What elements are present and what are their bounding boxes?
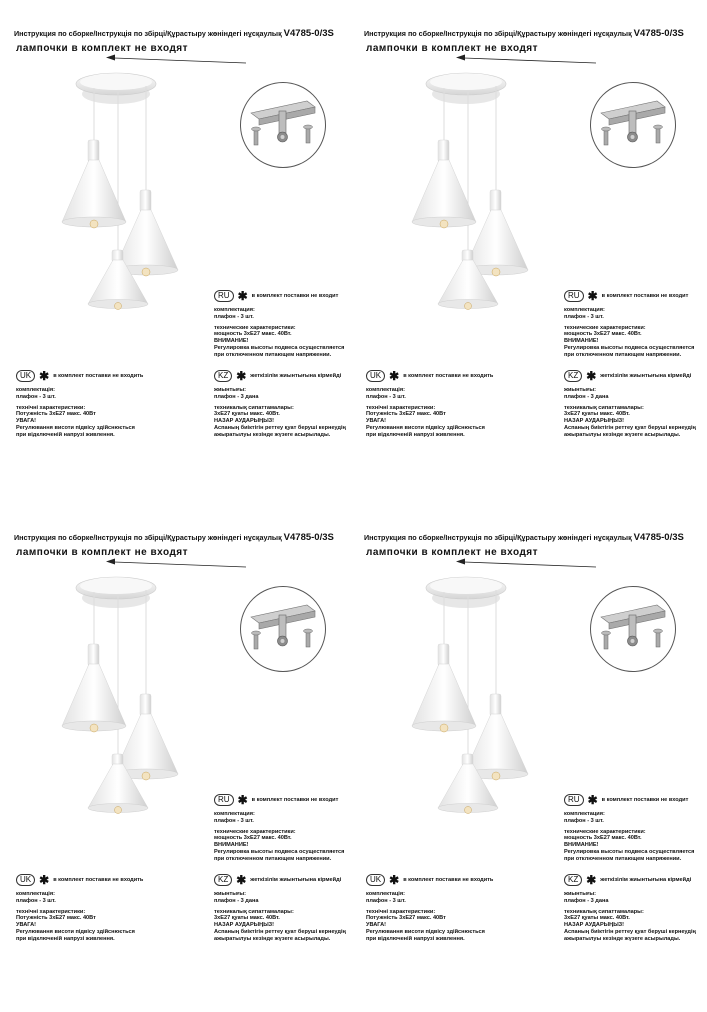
kz-not-included-note: жеткізілім жиынтығына кірмейді	[600, 372, 692, 379]
kz-warning-line-1: Аспаның биіктігін реттеу қуат беруші кернеудің	[564, 424, 696, 431]
uk-language-badge: UK	[16, 874, 35, 886]
uk-warning-line-2: при відключеній напрузі живлення.	[366, 431, 465, 438]
ru-warning-line-1: Регулировка высоты подвеса осуществляется	[214, 344, 345, 351]
ru-section	[564, 290, 694, 359]
ru-contents-label: комплектация:	[214, 307, 255, 313]
kz-contents-label: жиынтығы:	[214, 387, 247, 393]
uk-not-included-note: в комплект поставки не входить	[53, 372, 144, 379]
kz-specs-label: техникалық сипаттамалары:	[564, 908, 644, 915]
uk-warning-label: УВАГА!	[366, 922, 387, 929]
ru-specs-label: технические характеристики:	[564, 324, 646, 331]
uk-section	[16, 874, 143, 943]
mounting-kit-circle	[590, 586, 676, 672]
title-text: Инструкция по сборке/Інструкція по збірці/Құрастыру жөніндегі нұсқаулық	[14, 533, 282, 542]
screw-icon	[601, 125, 611, 147]
kz-warning-label: НАЗАР АУДАРЫҢЫЗ!	[214, 922, 275, 929]
ru-contents-value: плафон - 3 шт.	[214, 313, 254, 320]
pendant-lamp-illustration	[404, 576, 544, 816]
asterisk-icon: ✱	[586, 873, 597, 887]
uk-contents-value: плафон - 3 шт.	[16, 393, 56, 400]
screw-icon	[303, 627, 313, 649]
kz-contents-value: плафон - 3 дана	[214, 393, 259, 400]
asterisk-icon: ✱	[39, 369, 50, 383]
asterisk-icon: ✱	[389, 873, 400, 887]
uk-contents-value: плафон - 3 шт.	[16, 897, 56, 904]
kz-specs-value: 3хЕ27 қуаты макс. 40Вт.	[564, 411, 630, 418]
ru-specs-label: технические характеристики:	[214, 828, 296, 835]
ru-warning-line-1: Регулировка высоты подвеса осуществляется	[564, 848, 695, 855]
kz-warning-line-2: ажыратылуы кезінде жүзеге асырылады.	[564, 431, 681, 438]
uk-warning-label: УВАГА!	[366, 418, 387, 425]
ru-specs-value: мощность 3хЕ27 макс. 40Вт.	[564, 331, 642, 338]
uk-language-badge: UK	[366, 370, 385, 382]
model-number: V4785-0/3S	[283, 532, 334, 543]
uk-warning-label: УВАГА!	[16, 922, 37, 929]
ru-contents-label: комплектация:	[214, 811, 255, 817]
document-title	[14, 532, 334, 543]
kz-specs-value: 3хЕ27 қуаты макс. 40Вт.	[214, 915, 280, 922]
kz-specs-label: техникалық сипаттамалары:	[214, 908, 294, 915]
uk-specs-value: Потужність 3хЕ27 макс. 40Вт	[366, 915, 446, 922]
kz-not-included-note: жеткізілім жиынтығына кірмейді	[250, 372, 342, 379]
asterisk-icon: ✱	[236, 873, 247, 887]
ru-language-badge: RU	[564, 290, 584, 302]
kz-language-badge: KZ	[564, 874, 582, 886]
uk-not-included-note: в комплект поставки не входить	[403, 372, 494, 379]
kz-warning-label: НАЗАР АУДАРЫҢЫЗ!	[214, 418, 275, 425]
uk-not-included-note: в комплект поставки не входить	[53, 876, 144, 883]
kz-warning-line-2: ажыратылуы кезінде жүзеге асырылады.	[214, 935, 331, 942]
ru-warning-label: ВНИМАНИЕ!	[214, 842, 249, 849]
kz-warning-line-1: Аспаның биіктігін реттеу қуат беруші кернеудің	[214, 928, 346, 935]
ru-warning-label: ВНИМАНИЕ!	[214, 338, 249, 345]
ru-warning-line-1: Регулировка высоты подвеса осуществляется	[564, 344, 695, 351]
ru-specs-value: мощность 3хЕ27 макс. 40Вт.	[214, 331, 292, 338]
asterisk-icon: ✱	[237, 793, 248, 807]
ru-contents-label: комплектация:	[564, 307, 605, 313]
kz-warning-line-2: ажыратылуы кезінде жүзеге асырылады.	[564, 935, 681, 942]
asterisk-icon: ✱	[236, 369, 247, 383]
arrow-left-icon	[456, 556, 596, 568]
title-text: Инструкция по сборке/Інструкція по збірці/Құрастыру жөніндегі нұсқаулық	[364, 29, 632, 38]
ru-contents-value: плафон - 3 шт.	[564, 817, 604, 824]
asterisk-icon: ✱	[389, 369, 400, 383]
kz-not-included-note: жеткізілім жиынтығына кірмейді	[600, 876, 692, 883]
pendant-lamp-illustration	[54, 72, 194, 312]
kz-warning-line-2: ажыратылуы кезінде жүзеге асырылады.	[214, 431, 331, 438]
mounting-kit-circle	[240, 82, 326, 168]
uk-contents-label: комплектація:	[16, 387, 55, 393]
uk-not-included-note: в комплект поставки не входить	[403, 876, 494, 883]
ru-contents-value: плафон - 3 шт.	[564, 313, 604, 320]
ru-not-included-note: в комплект поставки не входит	[601, 796, 689, 803]
kz-warning-line-1: Аспаның биіктігін реттеу қуат беруші кернеудің	[564, 928, 696, 935]
kz-warning-line-1: Аспаның биіктігін реттеу қуат беруші кернеудің	[214, 424, 346, 431]
ru-language-badge: RU	[214, 794, 234, 806]
ru-specs-label: технические характеристики:	[214, 324, 296, 331]
uk-warning-line-2: при відключеній напрузі живлення.	[16, 431, 115, 438]
document-title	[14, 28, 334, 39]
ru-language-badge: RU	[214, 290, 234, 302]
bulbs-not-included-heading: лампочки в комплект не входят	[16, 43, 189, 54]
instruction-panel	[14, 28, 359, 508]
uk-language-badge: UK	[366, 874, 385, 886]
uk-specs-value: Потужність 3хЕ27 макс. 40Вт	[366, 411, 446, 418]
mounting-kit-circle	[590, 82, 676, 168]
uk-specs-label: технічні характеристики:	[16, 404, 86, 411]
uk-section	[366, 370, 493, 439]
screw-icon	[251, 125, 261, 147]
ru-specs-value: мощность 3хЕ27 макс. 40Вт.	[214, 835, 292, 842]
ru-warning-label: ВНИМАНИЕ!	[564, 338, 599, 345]
kz-language-badge: KZ	[214, 370, 232, 382]
ru-not-included-note: в комплект поставки не входит	[251, 796, 339, 803]
screw-icon	[601, 629, 611, 651]
kz-specs-label: техникалық сипаттамалары:	[564, 404, 644, 411]
uk-contents-value: плафон - 3 шт.	[366, 393, 406, 400]
instruction-panel	[364, 28, 707, 508]
ru-warning-line-2: при отключенном питающем напряжении.	[214, 351, 332, 358]
uk-warning-label: УВАГА!	[16, 418, 37, 425]
model-number: V4785-0/3S	[283, 28, 334, 39]
uk-specs-value: Потужність 3хЕ27 макс. 40Вт	[16, 411, 96, 418]
ru-specs-label: технические характеристики:	[564, 828, 646, 835]
screw-icon	[653, 627, 663, 649]
uk-contents-value: плафон - 3 шт.	[366, 897, 406, 904]
uk-contents-label: комплектація:	[366, 891, 405, 897]
pendant-lamp-illustration	[54, 576, 194, 816]
pendant-lamp-illustration	[404, 72, 544, 312]
kz-contents-value: плафон - 3 дана	[214, 897, 259, 904]
asterisk-icon: ✱	[587, 793, 598, 807]
uk-warning-line-1: Регулювання висоти підвісу здійснюється	[366, 928, 485, 935]
kz-not-included-note: жеткізілім жиынтығына кірмейді	[250, 876, 342, 883]
uk-section	[366, 874, 493, 943]
kz-contents-label: жиынтығы:	[564, 891, 597, 897]
model-number: V4785-0/3S	[633, 532, 684, 543]
bulbs-not-included-heading: лампочки в комплект не входят	[16, 547, 189, 558]
ru-warning-line-2: при отключенном питающем напряжении.	[214, 855, 332, 862]
bulbs-not-included-heading: лампочки в комплект не входят	[366, 43, 539, 54]
kz-language-badge: KZ	[564, 370, 582, 382]
document-title	[364, 28, 684, 39]
ru-section	[214, 290, 344, 359]
uk-warning-line-2: при відключеній напрузі живлення.	[366, 935, 465, 942]
asterisk-icon: ✱	[39, 873, 50, 887]
kz-section	[214, 874, 346, 943]
uk-warning-line-2: при відключеній напрузі живлення.	[16, 935, 115, 942]
asterisk-icon: ✱	[587, 289, 598, 303]
ru-warning-label: ВНИМАНИЕ!	[564, 842, 599, 849]
kz-contents-label: жиынтығы:	[214, 891, 247, 897]
kz-specs-value: 3хЕ27 қуаты макс. 40Вт.	[564, 915, 630, 922]
uk-warning-line-1: Регулювання висоти підвісу здійснюється	[16, 928, 135, 935]
ru-warning-line-2: при отключенном питающем напряжении.	[564, 351, 682, 358]
kz-contents-value: плафон - 3 дана	[564, 393, 609, 400]
arrow-left-icon	[106, 556, 246, 568]
ru-warning-line-2: при отключенном питающем напряжении.	[564, 855, 682, 862]
bulbs-not-included-heading: лампочки в комплект не входят	[366, 547, 539, 558]
model-number: V4785-0/3S	[633, 28, 684, 39]
uk-specs-value: Потужність 3хЕ27 макс. 40Вт	[16, 915, 96, 922]
mounting-kit-circle	[240, 586, 326, 672]
kz-language-badge: KZ	[214, 874, 232, 886]
uk-warning-line-1: Регулювання висоти підвісу здійснюється	[366, 424, 485, 431]
kz-warning-label: НАЗАР АУДАРЫҢЫЗ!	[564, 418, 625, 425]
instruction-panel	[14, 532, 359, 1012]
uk-warning-line-1: Регулювання висоти підвісу здійснюється	[16, 424, 135, 431]
ru-warning-line-1: Регулировка высоты подвеса осуществляется	[214, 848, 345, 855]
title-text: Инструкция по сборке/Інструкція по збірці/Құрастыру жөніндегі нұсқаулық	[14, 29, 282, 38]
asterisk-icon: ✱	[586, 369, 597, 383]
screw-icon	[303, 123, 313, 145]
kz-warning-label: НАЗАР АУДАРЫҢЫЗ!	[564, 922, 625, 929]
uk-contents-label: комплектація:	[16, 891, 55, 897]
title-text: Инструкция по сборке/Інструкція по збірці/Құрастыру жөніндегі нұсқаулық	[364, 533, 632, 542]
instruction-panel	[364, 532, 707, 1012]
ru-specs-value: мощность 3хЕ27 макс. 40Вт.	[564, 835, 642, 842]
ru-section	[214, 794, 344, 863]
uk-specs-label: технічні характеристики:	[366, 908, 436, 915]
document-title	[364, 532, 684, 543]
uk-specs-label: технічні характеристики:	[366, 404, 436, 411]
kz-section	[564, 370, 696, 439]
uk-contents-label: комплектація:	[366, 387, 405, 393]
arrow-left-icon	[456, 52, 596, 64]
uk-specs-label: технічні характеристики:	[16, 908, 86, 915]
kz-contents-label: жиынтығы:	[564, 387, 597, 393]
ru-language-badge: RU	[564, 794, 584, 806]
ru-contents-value: плафон - 3 шт.	[214, 817, 254, 824]
kz-specs-value: 3хЕ27 қуаты макс. 40Вт.	[214, 411, 280, 418]
uk-section	[16, 370, 143, 439]
ru-section	[564, 794, 694, 863]
asterisk-icon: ✱	[237, 289, 248, 303]
screw-icon	[653, 123, 663, 145]
screw-icon	[251, 629, 261, 651]
kz-section	[214, 370, 346, 439]
kz-specs-label: техникалық сипаттамалары:	[214, 404, 294, 411]
ru-contents-label: комплектация:	[564, 811, 605, 817]
ru-not-included-note: в комплект поставки не входит	[251, 292, 339, 299]
ru-not-included-note: в комплект поставки не входит	[601, 292, 689, 299]
arrow-left-icon	[106, 52, 246, 64]
kz-contents-value: плафон - 3 дана	[564, 897, 609, 904]
uk-language-badge: UK	[16, 370, 35, 382]
kz-section	[564, 874, 696, 943]
